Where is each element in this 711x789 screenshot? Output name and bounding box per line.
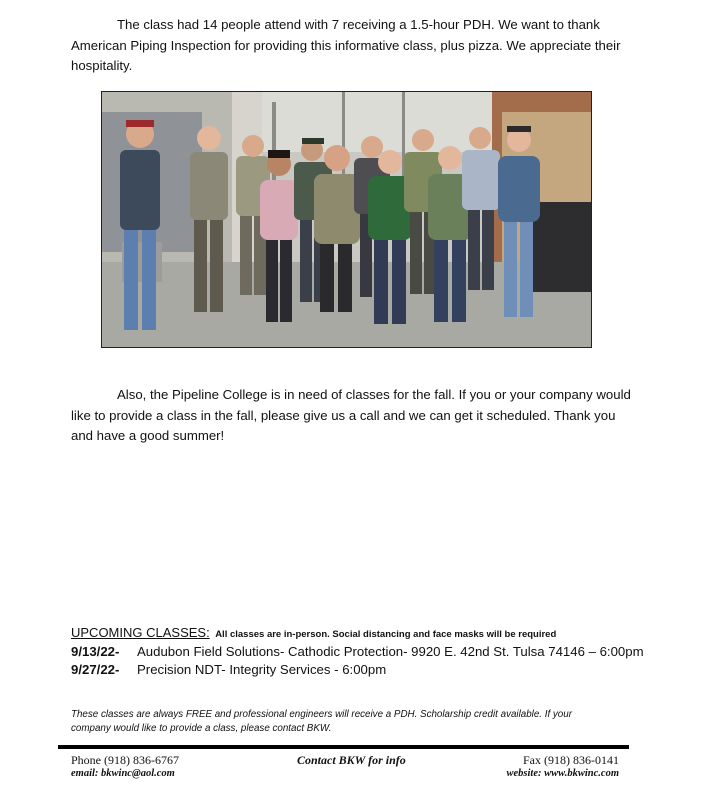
footer-contact: Contact BKW for info xyxy=(297,753,406,767)
footer-fax: Fax (918) 836-0141 xyxy=(523,753,619,767)
group-photo xyxy=(101,91,592,348)
intro-paragraph xyxy=(71,15,631,77)
footer-phone: Phone (918) 836-6767 xyxy=(71,753,179,767)
upcoming-classes-title: UPCOMING CLASSES: xyxy=(71,625,210,640)
footer-website: website: www.bkwinc.com xyxy=(506,768,619,779)
upcoming-classes-note: All classes are in-person. Social distancing and face masks will be required xyxy=(215,629,557,640)
class-date: 9/27/22- xyxy=(71,662,120,677)
class-item xyxy=(71,661,671,679)
disclaimer-text: These classes are always FREE and professional engineers will receive a PDH. Scholarship credit available. If your company would like to provide a class, please contact BKW. xyxy=(71,709,572,734)
class-description: Audubon Field Solutions- Cathodic Protection- 9920 E. 42nd St. Tulsa 74146 – 6:00pm xyxy=(137,644,644,659)
footer-right xyxy=(507,753,620,781)
intro-paragraph-text: The class had 14 people attend with 7 receiving a 1.5-hour PDH. We want to thank American Piping Inspection for providing this informative class, plus pizza. We appreciate their hospitality. xyxy=(71,17,621,73)
group-photo-illustration xyxy=(102,92,591,347)
fall-classes-paragraph xyxy=(71,385,631,447)
upcoming-classes-section xyxy=(71,625,671,679)
footer-email: email: bkwinc@aol.com xyxy=(71,768,175,779)
upcoming-classes-heading xyxy=(71,625,671,643)
footer-left xyxy=(71,753,179,781)
class-item xyxy=(71,643,671,661)
class-description: Precision NDT- Integrity Services - 6:00pm xyxy=(137,662,387,677)
footer-divider xyxy=(58,745,629,749)
class-date: 9/13/22- xyxy=(71,644,120,659)
fall-classes-paragraph-text: Also, the Pipeline College is in need of classes for the fall. If you or your company would like to provide a class in the fall, please give us a call and we can get it scheduled. Thank you and have a good summer! xyxy=(71,387,631,443)
